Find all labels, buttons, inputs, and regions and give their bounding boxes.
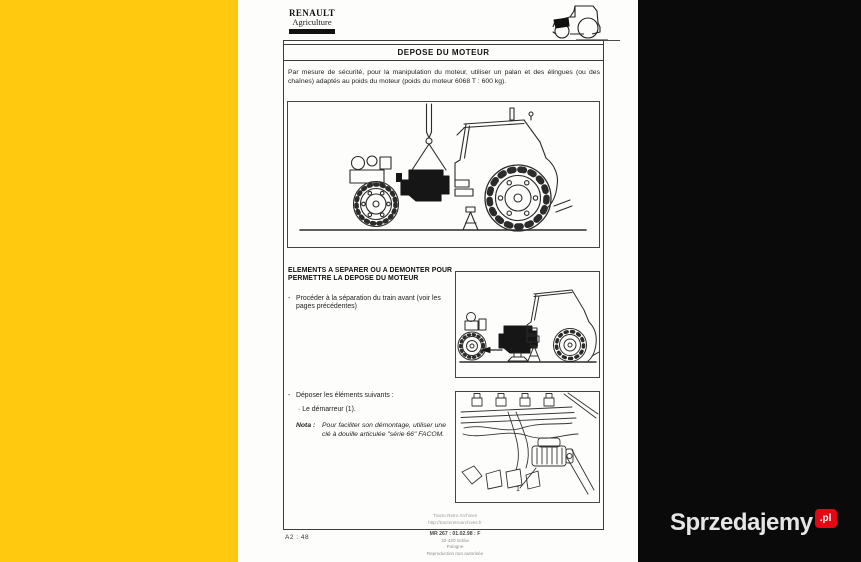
nota-label: Nota : [296,422,316,429]
sprzedajemy-watermark [670,511,837,535]
engine-on-stand-illustration [456,272,599,377]
brand-division: Agriculture [292,17,332,27]
engine-detail-illustration [456,392,599,502]
nota-block [296,421,446,439]
section-heading [288,267,463,283]
bullet-remove-items [288,392,394,400]
intro-paragraph: Par mesure de sécurité, pour la manipulation du moteur, utiliser un palan et des élingues (ou des chaînes) adaptés au poids du moteur (poids du moteur 6068 T : 600 kg). [288,69,600,85]
section-heading-line1: ELEMENTS A SEPARER OU A DEMONTER POUR [288,267,453,274]
figure-engine-stand [455,271,600,378]
footer-sub-line2: Pologne [446,544,464,550]
bullet-marker: - [288,392,291,399]
renault-agriculture-logo [284,9,340,34]
stamp-line2: http://tractoretroarchives.fr [428,520,482,525]
bullet-separate-front-axle [288,295,448,312]
tractor-split-hoist-illustration [288,102,599,247]
manual-reference-code: MR 267 : 01.02.98 : F [429,531,481,537]
page-title: DEPOSE DU MOTEUR [283,44,604,61]
footer-imprint [385,531,525,557]
bullet-text: Procéder à la séparation du train avant (voir les pages précédentes) [296,295,441,311]
stamp-line1: Tracto Retro Archives [433,513,477,518]
footer-sub-line3: Reproduction non autorisée [426,550,484,556]
item-marker: · [298,406,301,413]
page-reference: A2 : 48 [285,534,310,541]
brand-underline [289,29,335,34]
figure-callout-1: 1 [516,486,520,493]
bullet-text: Déposer les éléments suivants : [296,392,394,399]
figure-starter-location [455,391,600,503]
manual-page [238,0,638,562]
item-text: Le démarreur (1). [302,406,356,413]
watermark-pl-badge: .pl [815,509,837,528]
header-rule [604,40,620,41]
footer-sub-line1: 32-420 Gdów [441,537,469,543]
nota-text: Pour faciliter son démontage, utiliser une clé à douille articulée "série 66" FACOM. [322,422,446,438]
yellow-side-panel [0,0,238,562]
list-item-starter [298,406,356,413]
section-heading-line2: PERMETTRE LA DEPOSE DU MOTEUR [288,275,419,282]
watermark-brand: Sprzedajemy [670,509,813,536]
black-side-panel [638,0,861,562]
bullet-marker: - [288,295,291,302]
tractor-icon [548,3,608,41]
brand-name: RENAULT [289,8,335,18]
figure-engine-hoist [287,101,600,248]
archive-stamp [385,512,525,526]
